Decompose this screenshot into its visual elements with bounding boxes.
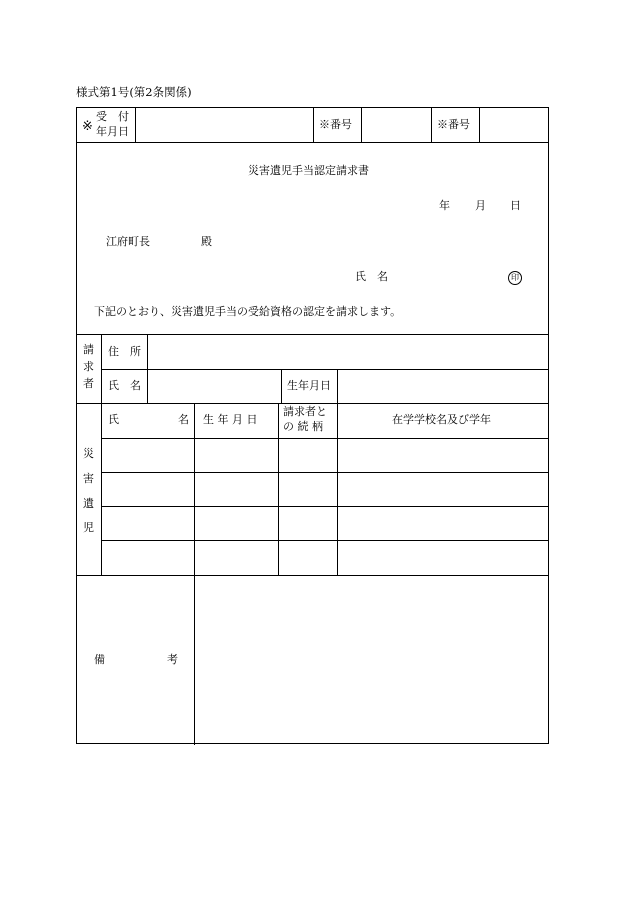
divider-v-number1 — [313, 108, 314, 142]
orphan-birth-field[interactable] — [195, 439, 278, 472]
addressee-honorific: 殿 — [201, 235, 212, 248]
claimant-section-char-3: 者 — [83, 377, 94, 390]
receipt-date-field[interactable] — [136, 109, 312, 141]
claimant-name-field[interactable] — [148, 370, 280, 402]
claimant-section-char-2: 求 — [83, 360, 94, 373]
divider-claimant — [77, 403, 548, 404]
form-title: 災害遺児手当認定請求書 — [248, 164, 369, 177]
signature-field[interactable] — [397, 266, 497, 288]
orphan-col-birth: 生 年 月 日 — [203, 413, 258, 426]
orphan-relation-field[interactable] — [279, 439, 337, 472]
orphan-row — [102, 507, 548, 540]
number-label-1: ※番号 — [319, 118, 352, 131]
receipt-label-line2: 年月日 — [96, 125, 129, 138]
orphan-school-field[interactable] — [338, 541, 547, 574]
number-field-2[interactable] — [480, 109, 547, 141]
orphan-row — [102, 541, 548, 574]
orphan-name-field[interactable] — [102, 439, 193, 472]
date-year-label: 年 — [439, 199, 450, 212]
orphan-name-field[interactable] — [102, 473, 193, 506]
application-form — [76, 107, 549, 744]
addressee-name: 江府町長 — [106, 235, 150, 248]
orphan-relation-field[interactable] — [279, 541, 337, 574]
orphan-col-name-char-2: 名 — [178, 413, 189, 426]
claimant-address-label: 住 所 — [108, 345, 141, 358]
orphan-col-relation-line1: 請求者と — [283, 405, 327, 418]
remarks-label-char-1: 備 — [94, 653, 105, 666]
orphan-birth-field[interactable] — [195, 541, 278, 574]
claimant-birth-label: 生年月日 — [287, 379, 331, 392]
claimant-address-field[interactable] — [148, 335, 547, 368]
remarks-label-char-2: 考 — [167, 653, 178, 666]
claimant-name-label: 氏 名 — [108, 379, 141, 392]
orphan-section-char-3: 遺 — [83, 497, 94, 510]
form-number-label: 様式第1号(第2条関係) — [76, 85, 192, 99]
claimant-section-char-1: 請 — [83, 343, 94, 356]
orphan-col-name-char-1: 氏 — [108, 413, 119, 426]
orphan-section-char-1: 災 — [83, 447, 94, 460]
seal-mark: 印 — [508, 271, 522, 285]
date-month-label: 月 — [475, 199, 486, 212]
divider-v-birth-label — [281, 369, 282, 403]
orphan-school-field[interactable] — [338, 507, 547, 540]
claimant-birth-field[interactable] — [338, 370, 547, 402]
orphan-school-field[interactable] — [338, 473, 547, 506]
remarks-field[interactable] — [195, 576, 547, 743]
number-field-1[interactable] — [362, 109, 430, 141]
divider-v-number2 — [431, 108, 432, 142]
orphan-section-char-4: 児 — [83, 521, 94, 534]
orphan-name-field[interactable] — [102, 507, 193, 540]
request-statement: 下記のとおり、災害遺児手当の受給資格の認定を請求します。 — [94, 305, 402, 318]
orphan-col-school: 在学学校名及び学年 — [392, 413, 491, 426]
divider-header — [77, 142, 548, 143]
orphan-birth-field[interactable] — [195, 473, 278, 506]
signature-label: 氏 名 — [355, 270, 388, 283]
orphan-relation-field[interactable] — [279, 473, 337, 506]
number-label-2: ※番号 — [437, 118, 470, 131]
orphan-row — [102, 473, 548, 506]
orphan-school-field[interactable] — [338, 439, 547, 472]
mark-asterisk: ※ — [82, 119, 93, 134]
receipt-label-line1: 受 付 — [96, 110, 129, 123]
orphan-col-relation-line2: の 続 柄 — [283, 420, 323, 433]
orphan-birth-field[interactable] — [195, 507, 278, 540]
orphan-row — [102, 439, 548, 472]
orphan-name-field[interactable] — [102, 541, 193, 574]
date-day-label: 日 — [510, 199, 521, 212]
orphan-section-char-2: 害 — [83, 472, 94, 485]
orphan-relation-field[interactable] — [279, 507, 337, 540]
